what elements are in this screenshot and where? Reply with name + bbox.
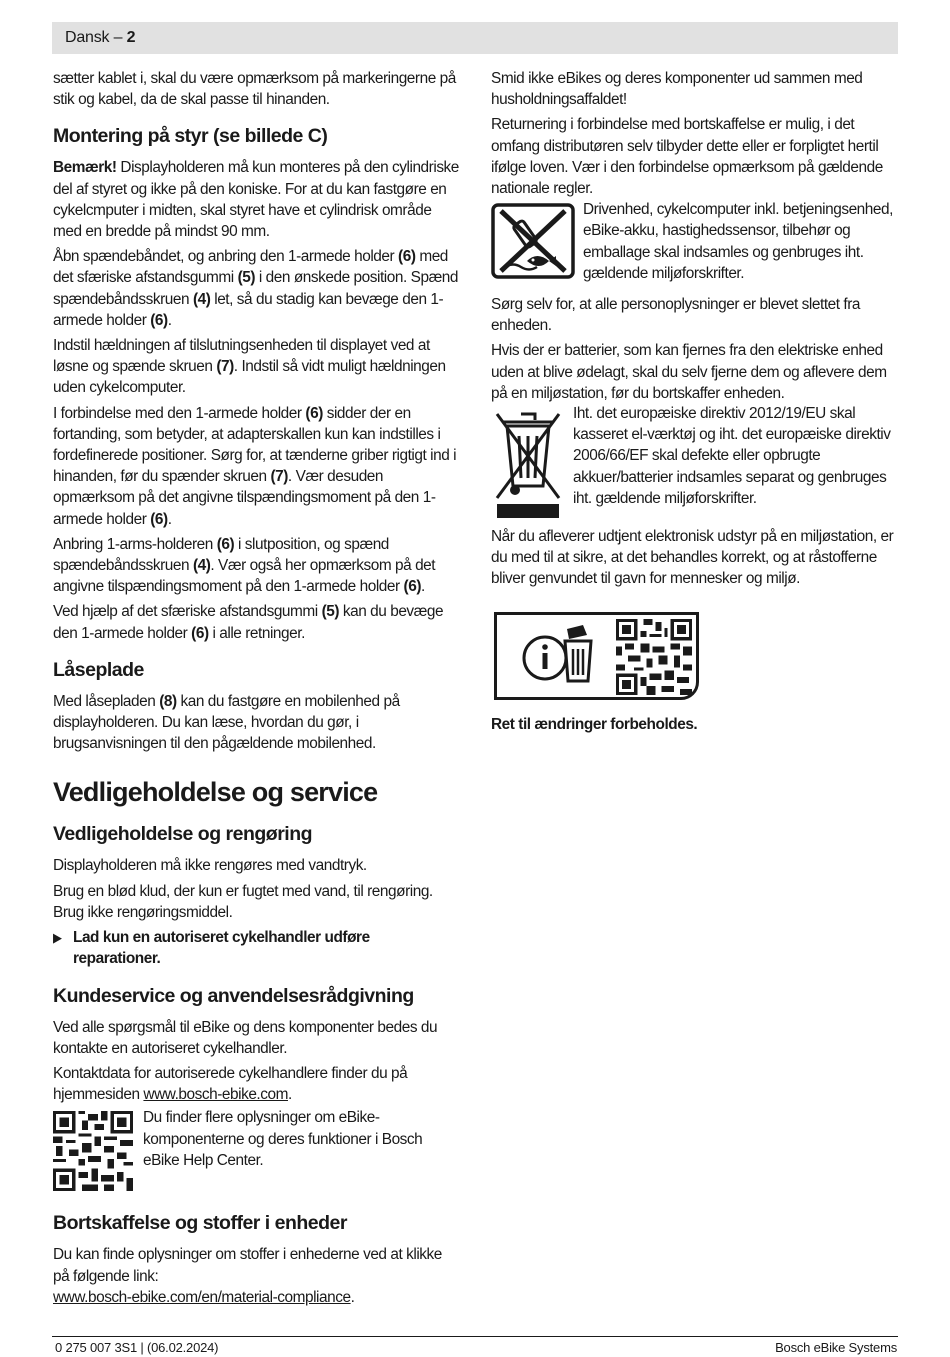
batteries-paragraph: Hvis der er batterier, som kan fjernes fra den elektriske enhed uden at blive ødelagt, skal du selv fjerne dem og aflevere dem på en miljøstation, før du bortskaffer enheden. <box>491 342 887 402</box>
crossed-out-wheelie-bin-icon <box>491 408 565 520</box>
left-column <box>53 68 460 1312</box>
text-run: Kontaktdata for autoriserede cykelhandlere finder du på hjemmesiden <box>53 1064 408 1104</box>
ref-number: (6) <box>150 510 168 528</box>
header-language: Dansk <box>65 29 110 46</box>
text-run: Indstil hældningen af tilslutningsenheden til displayet ved at løsne og spænde skruen <box>53 337 430 376</box>
mount-paragraph-5 <box>53 534 460 598</box>
recycle-row <box>491 203 901 288</box>
mount-note-text: Displayholderen må kun monteres på den cylindriske del af styret og ikke på den koniske. For at du kan fastgøre en cykelcmputer i midten, skal styret have et cylindrisk område med en bredde på mindst 90 mm. <box>53 159 459 241</box>
header-separator: – <box>113 29 123 46</box>
text-run: . <box>350 1288 355 1306</box>
text-run: . Indstil så vidt muligt hældningen uden cykelcomputer. <box>53 358 446 397</box>
qr-code-icon[interactable] <box>616 619 692 695</box>
mount-paragraph-4 <box>53 403 460 530</box>
ref-number: (6) <box>305 404 323 422</box>
ref-number: (4) <box>192 290 211 308</box>
mount-note <box>53 157 460 242</box>
text-run: med det sfæriske afstandsgummi <box>53 248 448 287</box>
text-run: Anbring 1-arms-holderen <box>53 535 217 553</box>
care-paragraph-2: Brug en blød klud, der kun er fugtet med vand, til rengøring. Brug ikke rengøringsmiddel. <box>53 882 433 921</box>
ref-number: (6) <box>191 624 209 642</box>
text-run: . <box>421 578 425 596</box>
weee-text: Iht. det europæiske direktiv 2012/19/EU skal kasseret el-værktøj og iht. det europæiske direktiv 2006/66/EF skal defekte eller opbrugte akkuer/batterier indsamles separat og genbruges iht. gældende miljøforskrifter. <box>573 405 891 507</box>
weee-row <box>491 405 901 520</box>
text-run: Åbn spændebåndet, og anbring den 1-armede holder <box>53 248 399 266</box>
ref-number: (6) <box>216 535 235 553</box>
mount-paragraph-6 <box>53 601 460 643</box>
service-paragraph-2 <box>53 1063 460 1105</box>
service-paragraph-1: Ved alle spørgsmål til eBike og dens komponenter bedes du kontakte en autoriseret cykelhandler. <box>53 1018 438 1057</box>
help-center-text: Du finder flere oplysninger om eBike-komponenterne og deres funktioner i Bosch eBike Help Center. <box>143 1109 423 1169</box>
help-center-row <box>53 1109 460 1191</box>
ref-number: (5) <box>237 269 256 287</box>
qr-code-icon[interactable] <box>53 1111 133 1191</box>
lock-plate-paragraph <box>53 691 460 755</box>
header-label <box>65 29 135 47</box>
text-run: . Vær også her opmærksom på det angivne tilspændingsmoment på den 1-armede holder <box>53 557 436 596</box>
care-paragraph-1: Displayholderen må ikke rengøres med vandtryk. <box>53 857 367 875</box>
ref-number: (6) <box>403 578 421 596</box>
right-column <box>491 68 901 739</box>
material-compliance-link[interactable]: www.bosch-ebike.com/en/material-compliance <box>53 1288 351 1306</box>
care-heading: Vedligeholdelse og rengøring <box>53 823 313 846</box>
return-paragraph: Returnering i forbindelse med bortskaffelse er mulig, i det omfang distributøren selv tilbyder dette eller er forpligtet hertil ifølge loven. Vær i den forbindelse opmærksom på gældende nationale regler. <box>491 116 883 198</box>
ref-number: (7) <box>270 468 288 486</box>
text-run: kan du fastgøre en mobilenhed på displayholderen. Du kan læse, hvordan du gør, i brugsanvisningen til den pågældende mobilenhed. <box>53 692 400 753</box>
text-run: Med låsepladen <box>53 692 160 710</box>
ref-number: (8) <box>159 692 177 710</box>
intro-paragraph: sætter kablet i, skal du være opmærksom på markeringerne på stik og kabel, da de skal passe til hinanden. <box>53 70 456 109</box>
footer-doc-number: 0 275 007 3S1 | (06.02.2024) <box>55 1340 219 1355</box>
ref-number: (6) <box>398 248 416 266</box>
personal-data-paragraph: Sørg selv for, at alle personoplysninger er blevet slettet fra enheden. <box>491 296 861 335</box>
header-page-number: 2 <box>126 29 136 46</box>
text-run: I forbindelse med den 1-armede holder <box>53 404 306 422</box>
text-run: Du kan finde oplysninger om stoffer i enhederne ved at klikke på følgende link: <box>53 1246 442 1285</box>
text-run: . Vær desuden opmærksom på det angivne tilspændingsmoment på den 1-armede holder <box>53 468 436 528</box>
recycling-benefit-paragraph: Når du afleverer udtjent elektronisk udstyr på en miljøstation, er du med til at sikre, at det behandles korrekt, og at råstofferne bliver genvundet til gavn for mennesker og miljø. <box>491 528 894 588</box>
changes-reserved-notice: Ret til ændringer forbeholdes. <box>491 715 698 733</box>
text-run: let, så du stadig kan bevæge den 1-armede holder <box>53 290 444 329</box>
ref-number: (7) <box>216 358 234 376</box>
mount-paragraph-2 <box>53 246 460 331</box>
text-run: . <box>167 311 172 329</box>
footer-brand: Bosch eBike Systems <box>775 1340 897 1355</box>
service-heading: Kundeservice og anvendelsesrådgivning <box>53 984 414 1007</box>
text-run: sidder der en fortanding, som betyder, at adapterskallen kun kan indstilles i fordefinerede positioner. Sørg for, at tænderne griber rigtigt ind i hinanden, før du spænder skruen <box>53 404 457 486</box>
page-header <box>52 22 898 54</box>
mount-heading: Montering på styr (se billede C) <box>53 125 328 148</box>
lock-plate-heading: Låseplade <box>53 658 144 681</box>
mount-note-label: Bemærk! <box>53 159 117 177</box>
text-run: Ved hjælp af det sfæriske afstandsgummi <box>53 603 322 621</box>
ref-number: (4) <box>192 557 211 575</box>
ref-number: (6) <box>150 311 168 329</box>
care-warning-bullet <box>53 927 460 969</box>
maintenance-main-heading: Vedligeholdelse og service <box>53 777 378 808</box>
text-run: kan du bevæge den 1-armede holder <box>53 603 444 642</box>
disposal-heading: Bortskaffelse og stoffer i enheder <box>53 1212 347 1235</box>
recycle-text: Drivenhed, cykelcomputer inkl. betjeningsenhed, eBike-akku, hastighedssensor, tilbehør og emballage skal indsamles og genbruges iht. gældende miljøforskrifter. <box>583 201 893 282</box>
bosch-ebike-link[interactable]: www.bosch-ebike.com <box>143 1086 288 1104</box>
mount-paragraph-3 <box>53 335 460 399</box>
info-recycling-panel <box>494 612 699 700</box>
footer-divider <box>52 1336 898 1337</box>
care-warning-text: Lad kun en autoriseret cykelhandler udføre reparationer. <box>73 929 370 968</box>
info-recycling-icon <box>515 621 607 691</box>
disposal-paragraph <box>53 1244 460 1308</box>
no-household-waste-recycle-icon <box>491 203 575 279</box>
text-run: . <box>287 1086 292 1104</box>
text-run: i alle retninger. <box>208 624 305 642</box>
bullet-arrow-icon: ▶ <box>53 930 62 946</box>
text-run: i slutposition, og spænd spændebåndsskruen <box>53 535 389 575</box>
ref-number: (5) <box>321 603 340 621</box>
text-run: i den ønskede position. Spænd spændebåndsskruen <box>53 269 459 308</box>
text-run: . <box>167 510 172 528</box>
disposal-warning: Smid ikke eBikes og deres komponenter ud sammen med husholdningsaffaldet! <box>491 70 863 109</box>
